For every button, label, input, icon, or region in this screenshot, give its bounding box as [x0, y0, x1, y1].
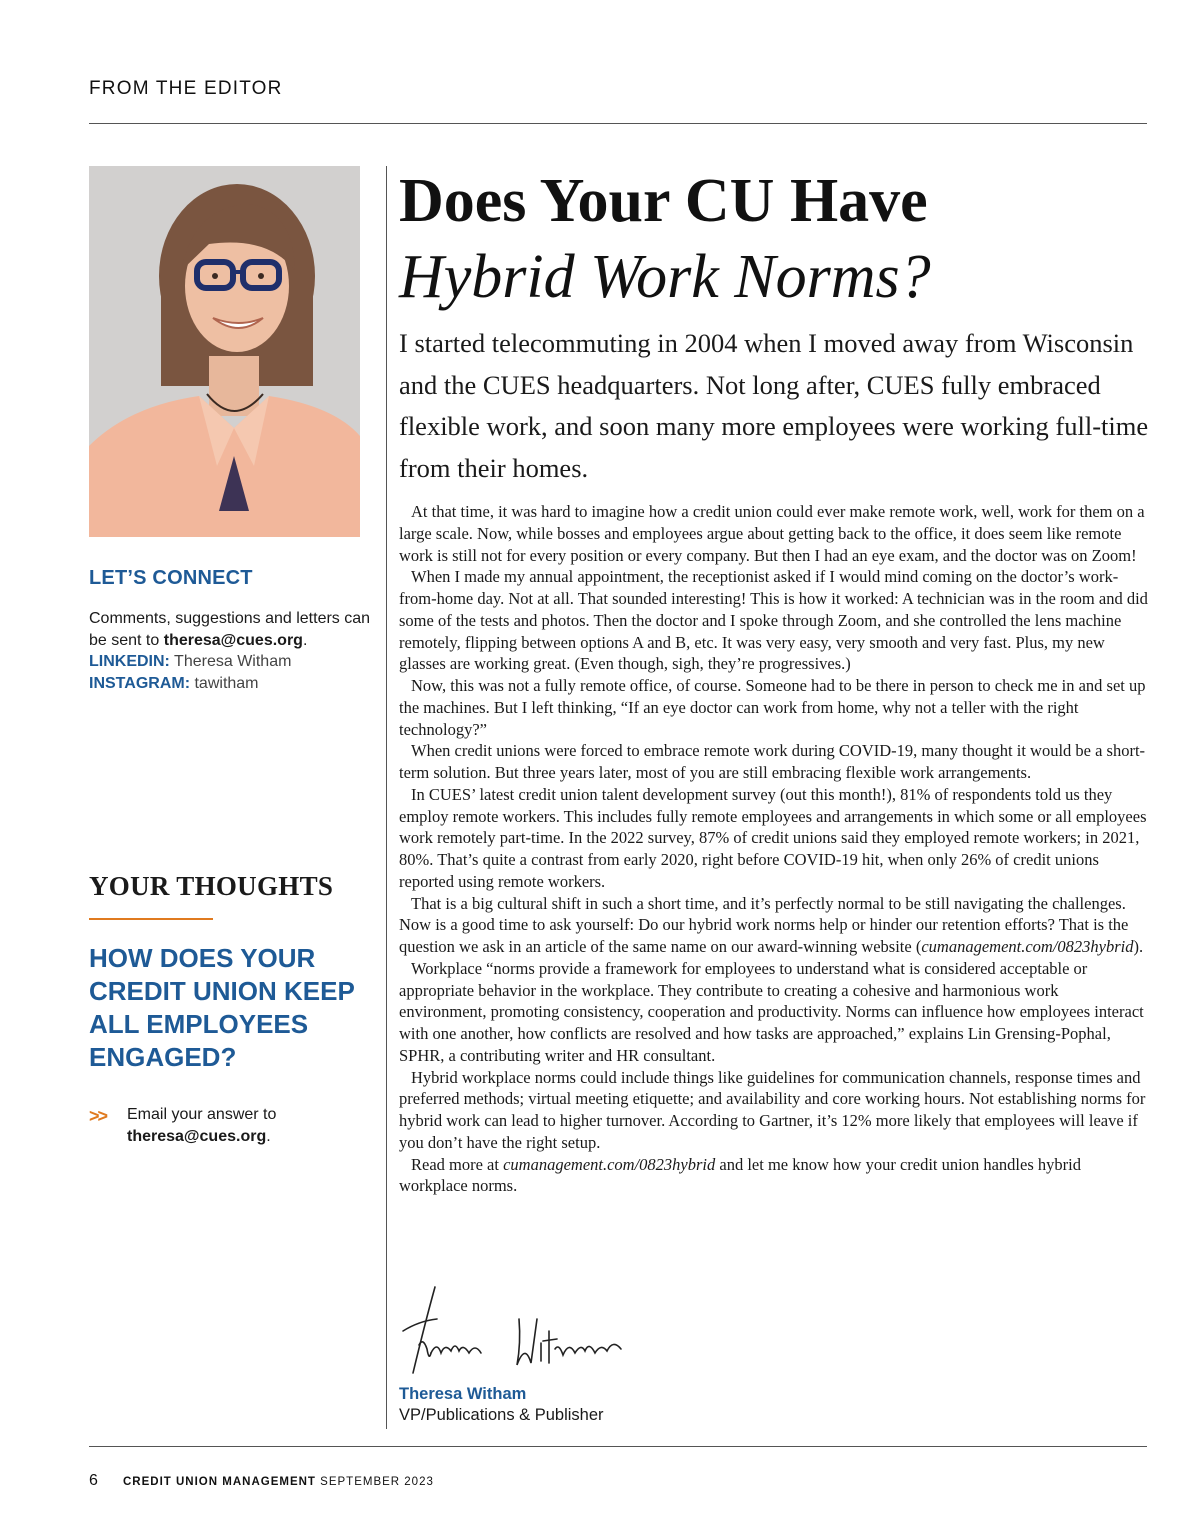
article-link[interactable]: cumanagement.com/0823hybrid — [503, 1154, 716, 1174]
connect-heading: LET’S CONNECT — [89, 567, 253, 589]
double-arrow-icon: >> — [89, 1106, 107, 1126]
article-body — [399, 501, 1149, 1197]
your-thoughts-heading: YOUR THOUGHTS — [89, 871, 334, 901]
headline: Does Your CU Have — [399, 167, 928, 235]
connect-period: . — [302, 631, 308, 649]
instagram-value[interactable]: tawitham — [194, 674, 259, 692]
issue-date: SEPTEMBER 2023 — [320, 1476, 434, 1488]
email-prompt-link[interactable]: theresa@cues.org — [127, 1128, 267, 1145]
body-paragraph: When I made my annual appointment, the receptionist asked if I would mind coming on the doctor’s work-from-home day. Not at all. That sounded interesting! This is how it worked: A technician was in the room and did some of the tests and photos. Then the doctor and I spoke through Zoom, and she controlled the lens machine remotely, flipping between options A and B, etc. It was very easy, very smooth and very fast. Plus, my new glasses are working great. (Even though, sigh, they’re progressives.) — [399, 567, 1148, 674]
orange-divider — [89, 918, 213, 920]
handwritten-signature — [399, 1283, 629, 1378]
bottom-rule — [89, 1446, 1147, 1447]
instagram-label: INSTAGRAM: — [89, 674, 191, 692]
reader-question: HOW DOES YOUR CREDIT UNION KEEP ALL EMPLOYEES ENGAGED? — [89, 943, 355, 1072]
article-link[interactable]: cumanagement.com/0823hybrid — [921, 937, 1134, 956]
magazine-name: CREDIT UNION MANAGEMENT — [123, 1476, 316, 1488]
lede-paragraph: I started telecommuting in 2004 when I moved away from Wisconsin and the CUES headquarters. Not long after, CUES fully embraced flexible work, and soon many more employees were working full-time from their homes. — [399, 328, 1149, 483]
p6-text: That is a big cultural shift in such a short time, and it’s perfectly normal to be still navigating the challenges. Now is a good time to ask yourself: Do our hybrid work norms help or hinder our retention efforts? That is the question we ask in an article of the same name on our award-winning website ( — [399, 893, 1129, 956]
footer-publication — [123, 1476, 434, 1488]
linkedin-value[interactable]: Theresa Witham — [174, 653, 292, 670]
connect-text: Comments, suggestions and letters can be sent to — [89, 610, 371, 649]
signature-title: VP/Publications & Publisher — [399, 1406, 604, 1424]
connect-info — [89, 608, 374, 694]
body-paragraph: Workplace “norms provide a framework for employees to understand what is considered acceptable or appropriate behavior in the workplace. They contribute to creating a cohesive and harmonious work environment, promoting consistency, cooperation and productivity. Norms can influence how employees interact with one another, how conflicts are resolved and how tasks are approached,” explains Lin Grensing-Pophal, SPHR, a contributing writer and HR consultant. — [399, 958, 1144, 1065]
body-paragraph: At that time, it was hard to imagine how a credit union could ever make remote work, well, work for them on a large scale. Now, while bosses and employees argue about getting back to the office, it does seem like remote work is still not for every position or every company. But then I had an eye exam, and the doctor was on Zoom! — [399, 502, 1145, 565]
p6-end: ). — [1133, 937, 1144, 956]
body-paragraph — [399, 1154, 1149, 1198]
email-prompt — [127, 1104, 377, 1148]
top-rule — [89, 123, 1147, 124]
column-divider — [386, 166, 387, 1429]
body-paragraph: In CUES’ latest credit union talent development survey (out this month!), 81% of respondents told us they employ remote workers. This includes fully remote employees and arrangements in which some or all employees work remotely part-time. In the 2022 survey, 87% of credit unions said they employed remote workers; in 2021, 80%. That’s quite a contrast from early 2020, right before COVID-19 hit, when only 26% of credit unions reported using remote workers. — [399, 784, 1147, 891]
p9-text: Read more at — [411, 1154, 499, 1174]
body-paragraph: When credit unions were forced to embrace remote work during COVID-19, many thought it would be a short-term solution. But three years later, most of you are still embracing flexible work arrangements. — [399, 741, 1146, 782]
signature-name: Theresa Witham — [399, 1385, 527, 1403]
section-label: FROM THE EDITOR — [89, 78, 283, 99]
headline-italic: Hybrid Work Norms? — [399, 243, 931, 311]
body-paragraph: Hybrid workplace norms could include things like guidelines for communication channels, response times and preferred methods; virtual meeting etiquette; and availability and core working hours. Not establishing norms for hybrid work can lead to higher turnover. According to Gartner, it’s 12% more likely that employees will leave if you don’t have the right setup. — [399, 1067, 1146, 1152]
p9-end: and let me know how your credit union handles hybrid workplace norms. — [399, 1154, 1081, 1196]
body-paragraph: Now, this was not a fully remote office, of course. Someone had to be there in person to check me in and set up the machines. But I left thinking, “If an eye doctor can work from home, why not a teller with the right technology?” — [399, 676, 1146, 739]
connect-email-link[interactable]: theresa@cues.org — [163, 631, 303, 649]
email-prompt-text: Email your answer to — [127, 1106, 277, 1123]
page-number: 6 — [89, 1472, 98, 1489]
editor-photo — [89, 166, 360, 537]
linkedin-label: LINKEDIN: — [89, 653, 170, 670]
email-prompt-period: . — [266, 1128, 271, 1145]
body-paragraph — [399, 893, 1149, 958]
